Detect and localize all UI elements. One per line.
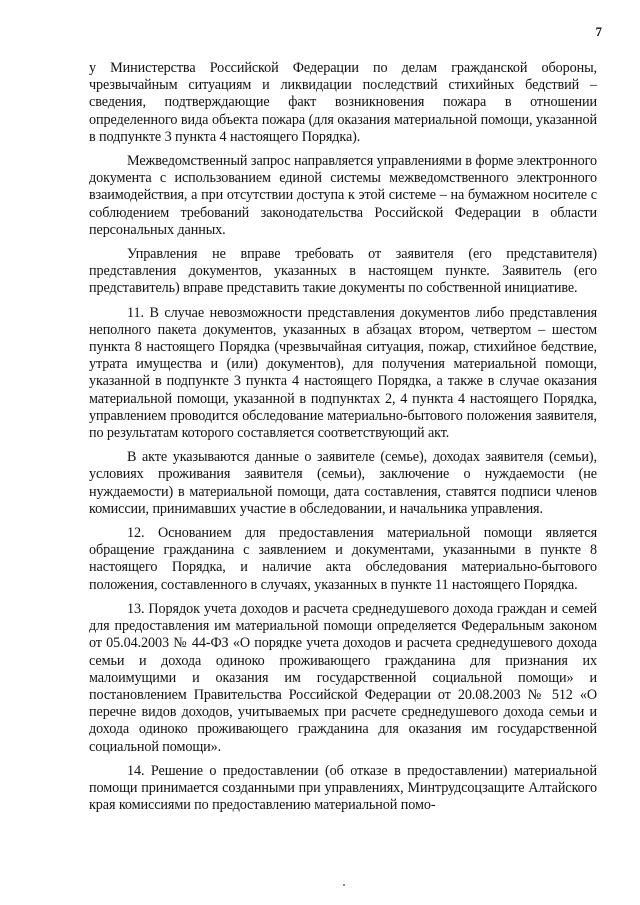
paragraph-clause-13: 13. Порядок учета доходов и расчета среднедушевого дохода граждан и семей для предоставления им материальной помощи определяется Федеральным законом от 05.04.2003 № 44-ФЗ «О порядке учета доходов и расчета среднедушевого дохода семьи и дохода одиноко проживающего гражданина для признания их малоимущими и оказания им государственной социальной помощи» и постановлением Правительства Российской Федерации от 20.08.2003 № 512 «О перечне видов доходов, учитываемых при расчете среднедушевого дохода семьи и дохода одиноко проживающего гражданина для оказания им государственной социальной помощи». bbox=[89, 600, 597, 755]
paragraph-clause-11: 11. В случае невозможности представления документов либо представления неполного пакета документов, указанных в абзацах втором, четвертом – шестом пункта 8 настоящего Порядка (чрезвычайная ситуация, пожар, стихийное бедствие, утрата имущества и (или) документов), для получения материальной помощи, указанной в подпункте 3 пункта 4 настоящего Порядка, а также в случае оказания материальной помощи, указанной в подпунктах 2, 4 пункта 4 настоящего Порядка, управлением проводится обследование материально-бытового положения заявителя, по результатам которого составляется соответствующий акт. bbox=[89, 304, 597, 442]
paragraph-act-contents: В акте указываются данные о заявителе (семье), доходах заявителя (семьи), условиях проживания заявителя (семьи), заключение о нуждаемости (не нуждаемости) в материальной помощи, дата составления, ставятся подписи членов комиссии, принимавших участие в обследовании, и начальника управления. bbox=[89, 449, 597, 517]
paragraph-clause-12: 12. Основанием для предоставления материальной помощи является обращение гражданина с заявлением и документами, указанными в пункте 8 настоящего Порядка, и наличие акта обследования материально-бытового положения, составленного в случаях, указанных в пункте 11 настоящего Порядка. bbox=[89, 525, 597, 593]
page-number: 7 bbox=[595, 24, 602, 39]
paragraph-continuation: у Министерства Российской Федерации по делам гражданской обороны, чрезвычайным ситуациям и ликвидации последствий стихийных бедствий – сведения, подтверждающие факт возникновения пожара в отношении определенного вида объекта пожара (для оказания материальной помощи, указанной в подпункте 3 пункта 4 настоящего Порядка). bbox=[89, 60, 597, 145]
paragraph-clause-14: 14. Решение о предоставлении (об отказе в предоставлении) материальной помощи принимается созданными при управлениях, Минтрудсоцзащите Алтайского края комиссиями по предоставлению материальной помо- bbox=[89, 762, 597, 814]
paragraph-no-right-to-require: Управления не вправе требовать от заявителя (его представителя) представления документов, указанных в настоящем пункте. Заявитель (его представитель) вправе представить такие документы по собственной инициативе. bbox=[89, 246, 597, 297]
document-body bbox=[89, 60, 597, 814]
paragraph-interdepartmental-request: Межведомственный запрос направляется управлениями в форме электронного документа с использованием единой системы межведомственного электронного взаимодействия, а при отсутствии доступа к этой системе – на бумажном носителе с соблюдением требований законодательства Российской Федерации в области персональных данных. bbox=[89, 153, 597, 238]
scan-speck bbox=[343, 884, 345, 886]
